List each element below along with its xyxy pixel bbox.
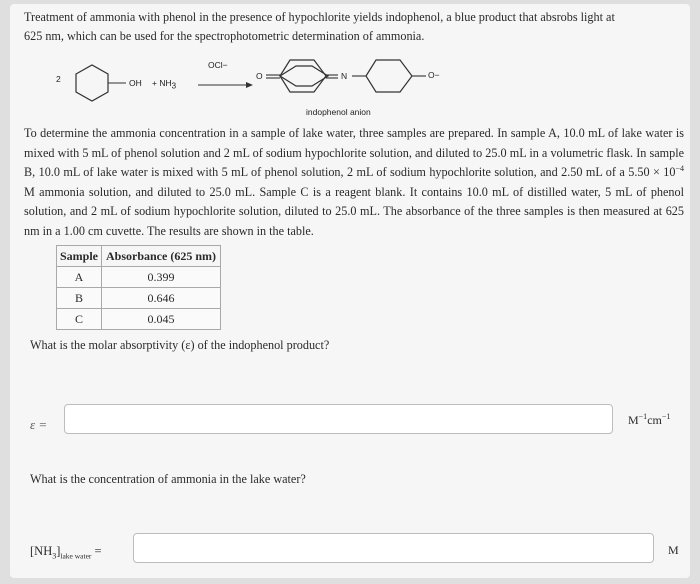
cell-absorbance: 0.399 xyxy=(102,267,221,288)
epsilon-label: ε = xyxy=(30,417,48,432)
description-part-2: M ammonia solution, and diluted to 25.0 mL. Sample C is a reagent blank. It contains 10.0 mL of distilled water, 5 mL of phenol solution, and 2 mL of sodium hypochlorite solution, diluted to 25.0 mL. The absorbance of the three samples is then measured at 625 nm in a 1.00 cm cuvette. The results are shown in the table. xyxy=(24,184,684,238)
reagent-label: OCl− xyxy=(208,60,228,70)
epsilon-answer-input[interactable] xyxy=(64,404,613,434)
reaction-structures xyxy=(40,52,500,124)
description-part-1: To determine the ammonia concentration in a sample of lake water, three samples are prepared. In sample A, 10.0 mL of lake water is mixed with 5 mL of phenol solution and 2 mL of sodium hypochlorite solution, and diluted to 25.0 mL in a volumetric flask. In sample B, 10.0 mL of lake water is mixed with 5 mL of phenol solution, 2 mL of sodium hypochlorite solution, and 2.50 mL of a 5.50 × 10 xyxy=(24,126,684,180)
table-row xyxy=(57,267,221,288)
cell-absorbance: 0.045 xyxy=(102,309,221,330)
table-row xyxy=(57,288,221,309)
intro-line-2: 625 nm, which can be used for the spectrophotometric determination of ammonia. xyxy=(24,29,425,43)
cell-sample: A xyxy=(57,267,102,288)
nh3-answer-input[interactable] xyxy=(133,533,654,563)
cell-sample: C xyxy=(57,309,102,330)
nh3-label: $[NH_3]_{lake water}$ = xyxy=(30,544,102,561)
intro-line-1: Treatment of ammonia with phenol in the presence of hypochlorite yields indophenol, a blue product that absrobs light at xyxy=(24,10,615,24)
product-nitrogen-label: N xyxy=(341,71,348,81)
question-ammonia-concentration: What is the concentration of ammonia in the lake water? xyxy=(30,472,306,486)
quinone-ring-outline xyxy=(280,60,326,92)
product-name-label: indophenol anion xyxy=(306,107,371,117)
experiment-description xyxy=(24,124,684,242)
epsilon-units: $M^{-1}cm^{-1}$ xyxy=(628,412,671,427)
nh3-reactant-label: + $NH_3$ xyxy=(152,78,177,91)
phenoxide-ring xyxy=(366,60,412,92)
table-header-row xyxy=(57,246,221,267)
phenol-oh-label: OH xyxy=(129,78,142,88)
reaction-arrow-head xyxy=(246,82,253,88)
cell-sample: B xyxy=(57,288,102,309)
cell-absorbance: 0.646 xyxy=(102,288,221,309)
product-oxygen-label: O xyxy=(256,71,263,81)
product-anion-label: O− xyxy=(428,70,440,80)
intro-text xyxy=(24,8,684,46)
header-sample: Sample xyxy=(57,246,102,267)
question-molar-absorptivity: What is the molar absorptivity (ε) of the indophenol product? xyxy=(30,338,330,352)
absorbance-table xyxy=(56,245,221,330)
table-row xyxy=(57,309,221,330)
nh3-units: M xyxy=(668,543,679,557)
header-absorbance: Absorbance (625 nm) xyxy=(102,246,221,267)
concentration-exponent: −4 xyxy=(675,164,684,174)
reaction-scheme xyxy=(40,52,500,124)
phenol-ring xyxy=(76,65,108,101)
reactant-coefficient: 2 xyxy=(56,74,61,84)
